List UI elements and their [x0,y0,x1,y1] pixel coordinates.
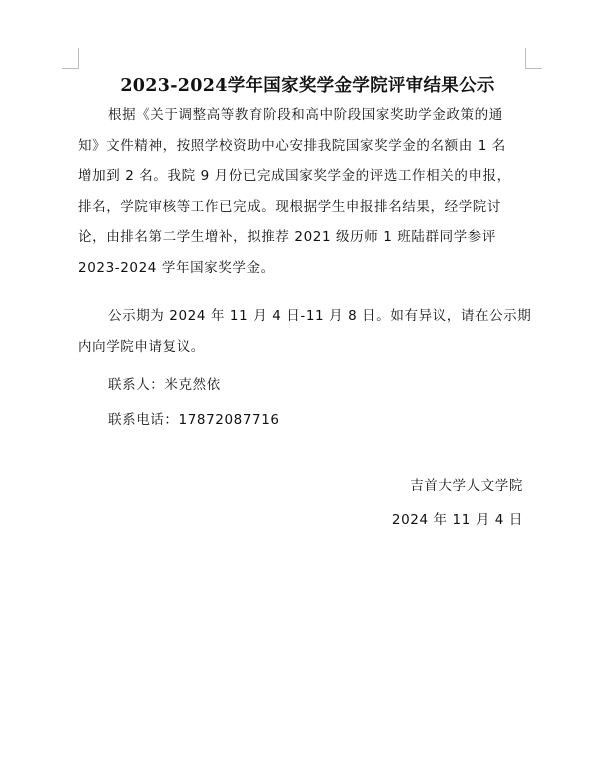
paragraph-line: 2023-2024 学年国家奖学金。 [78,259,275,276]
signature-organization: 吉首大学人文学院 [410,478,523,494]
crop-mark-top-left [62,48,79,69]
paragraph-line: 知》文件精神，按照学校资助中心安排我院国家奖学金的名额由 1 名 [78,137,506,154]
paragraph-line: 排名，学院审核等工作已完成。现根据学生申报排名结果，经学院讨 [78,198,501,215]
contact-person: 联系人：米克然依 [108,377,221,393]
signature-date: 2024 年 11 月 4 日 [391,512,523,528]
paragraph-announcement [78,100,530,283]
crop-mark-top-right [525,48,542,69]
paragraph-line: 内向学院申请复议。 [78,338,205,355]
paragraph-public-period [78,301,530,362]
paragraph-line: 论，由排名第二学生增补，拟推荐 2021 级历师 1 班陆群同学参评 [78,229,497,245]
document-title: 2023-2024学年国家奖学金学院评审结果公示 [120,76,495,96]
contact-phone: 联系电话：17872087716 [108,412,280,428]
paragraph-line: 公示期为 2024 年 11 月 4 日-11 月 8 日。如有异议，请在公示期 [108,308,532,324]
paragraph-line: 根据《关于调整高等教育阶段和高中阶段国家奖助学金政策的通 [108,107,503,123]
paragraph-line: 增加到 2 名。我院 9 月份已完成国家奖学金的评选工作相关的申报， [78,168,511,184]
